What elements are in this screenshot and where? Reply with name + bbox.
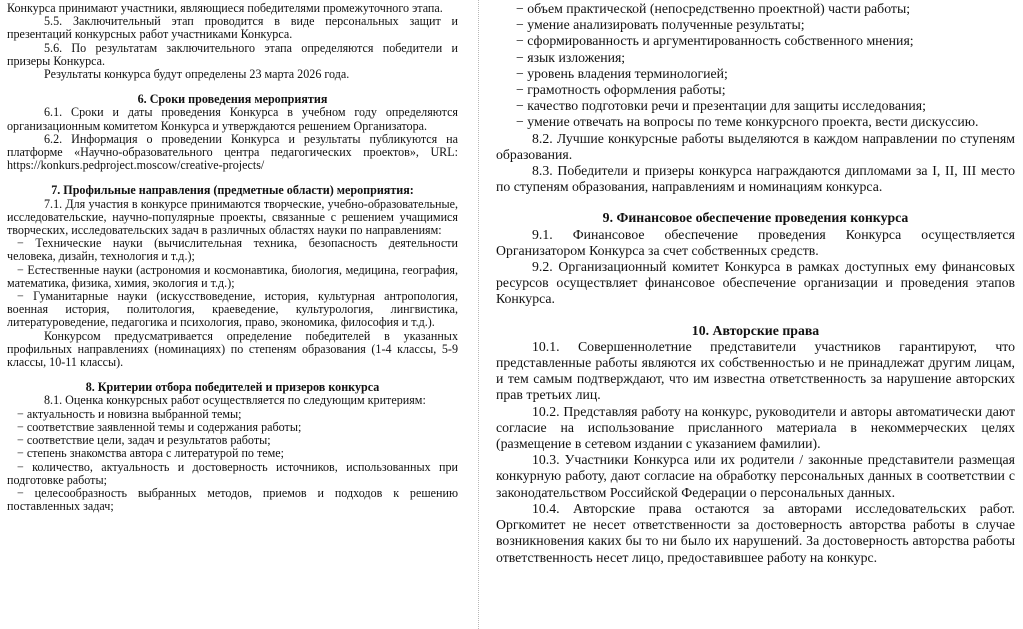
criteria-item: − количество, актуальность и достоверность источников, использованных при подготовке работы;: [7, 459, 458, 487]
criteria-item: − объем практической (непосредственно проектной) части работы;: [516, 1, 911, 16]
criteria-item: − уровень владения терминологией;: [516, 65, 728, 81]
paragraph-7-nominations: Конкурсом предусматривается определение победителей в указанных профильных направлениях (номинациях) по степеням образования (1-4 классы, 5-9 классы, 10-11 классы).: [7, 328, 458, 370]
paragraph-10-2: 10.2. Представляя работу на конкурс, руководители и авторы автоматически дают согласие на использование присланного материала в некоммерческих целях (размещение в сетевом издании с указанием фамилии).: [496, 403, 1015, 452]
paragraph-8-2: 8.2. Лучшие конкурсные работы выделяются в каждом направлении по ступеням образования.: [496, 130, 1015, 162]
criteria-item: − умение отвечать на вопросы по теме конкурсного проекта, вести дискуссию.: [516, 114, 979, 130]
paragraph-5-6: 5.6. По результатам заключительного этапа определяются победители и призеры Конкурса.: [7, 40, 458, 68]
paragraph-9-2: 9.2. Организационный комитет Конкурса в рамках доступных ему финансовых ресурсов осуществляет финансовое обеспечение организации и проведения этапов Конкурса.: [496, 259, 1015, 307]
paragraph-8-3: 8.3. Победители и призеры конкурса награждаются дипломами за I, II, III место по ступеням образования, направлениям и номинациям конкурса.: [496, 163, 1015, 195]
criteria-item: − умение анализировать полученные результаты;: [516, 17, 805, 33]
paragraph-7-1: 7.1. Для участия в конкурсе принимаются творческие, учебно-образовательные, исследовательские, научно-популярные проекты, связанные с решением учащимися творческих, исследовательских задач в различных областях науки по направлениям:: [7, 196, 458, 238]
criteria-item: − соответствие заявленной темы и содержания работы;: [17, 419, 302, 434]
right-column: [490, 0, 1023, 629]
paragraph-10-4: 10.4. Авторские права остаются за авторами исследовательских работ. Оргкомитет не несет ответственности за достоверность авторства работы в случае возникновения каких бы то ни было их нарушений. За достоверность авторства работы ответственность несет лицо, предоставившее работу на конкурс.: [496, 500, 1015, 565]
section-9-heading: 9. Финансовое обеспечение проведения конкурса: [602, 210, 909, 226]
criteria-item: − степень знакомства автора с литературой по теме;: [17, 446, 285, 461]
paragraph-5-5: 5.5. Заключительный этап проводится в виде персональных защит и презентаций конкурсных работ участниками Конкурса.: [7, 14, 458, 42]
section-10-heading: 10. Авторские права: [691, 322, 820, 338]
criteria-item: − целесообразность выбранных методов, приемов и подходов к решению поставленных задач;: [7, 485, 458, 514]
paragraph-results-date: Результаты конкурса будут определены 23 марта 2026 года.: [44, 67, 350, 82]
criteria-item: − язык изложения;: [516, 49, 626, 65]
paragraph-intro: Конкурса принимают участники, являющиеся победителями промежуточного этапа.: [7, 1, 443, 15]
paragraph-6-1: 6.1. Сроки и даты проведения Конкурса в учебном году определяются организационным комитетом Конкурса и утверждаются решением Организатора.: [7, 105, 458, 133]
list-item-natural-sciences: − Естественные науки (астрономия и космонавтика, биология, медицина, география, математика, физика, химия, экология и т.д.);: [7, 262, 458, 290]
criteria-item: − соответствие цели, задач и результатов работы;: [17, 433, 271, 448]
left-column: [0, 0, 470, 629]
section-7-heading: 7. Профильные направления (предметные области) мероприятия:: [51, 183, 414, 198]
list-item-technical-sciences: − Технические науки (вычислительная техника, безопасность деятельности человека, дизайн, технология и т.д.);: [7, 236, 458, 264]
criteria-item: − актуальность и новизна выбранной темы;: [17, 406, 242, 421]
criteria-item: − грамотность оформления работы;: [516, 82, 726, 98]
paragraph-8-1: 8.1. Оценка конкурсных работ осуществляется по следующим критериям:: [44, 393, 426, 408]
section-8-heading: 8. Критерии отбора победителей и призеров конкурса: [85, 380, 380, 395]
paragraph-9-1: 9.1. Финансовое обеспечение проведения Конкурса осуществляется Организатором Конкурса за счет собственных средств.: [496, 226, 1015, 258]
paragraph-6-2: 6.2. Информация о проведении Конкурса и результаты публикуются на платформе «Научно-образовательного центра педагогических проектов», URL: https://konkurs.pedproject.moscow/creative-projects/: [7, 131, 458, 173]
section-6-heading: 6. Сроки проведения мероприятия: [137, 92, 328, 107]
list-item-humanities: − Гуманитарные науки (искусствоведение, история, культурная антропология, военная история, политология, краеведение, культурология, лингвистика, литературоведение, педагогика и психология, право, экономика, философия и т.д.).: [7, 289, 458, 330]
column-divider: [478, 0, 479, 629]
paragraph-10-3: 10.3. Участники Конкурса или их родители / законные представители размещая конкурную работу, дают согласие на обработку персональных данных в соответствии с законодательством Российской Федерации о персональных данных.: [496, 452, 1015, 500]
criteria-item: − сформированность и аргументированность собственного мнения;: [516, 33, 914, 49]
criteria-item: − качество подготовки речи и презентации для защиты исследования;: [516, 98, 926, 114]
paragraph-10-1: 10.1. Совершеннолетние представители участников гарантируют, что представленные работы являются их собственностью и не принадлежат другим лицам, и тем самым подтверждают, что им известна ответственность за нарушение авторских прав третьих лиц.: [496, 338, 1015, 403]
